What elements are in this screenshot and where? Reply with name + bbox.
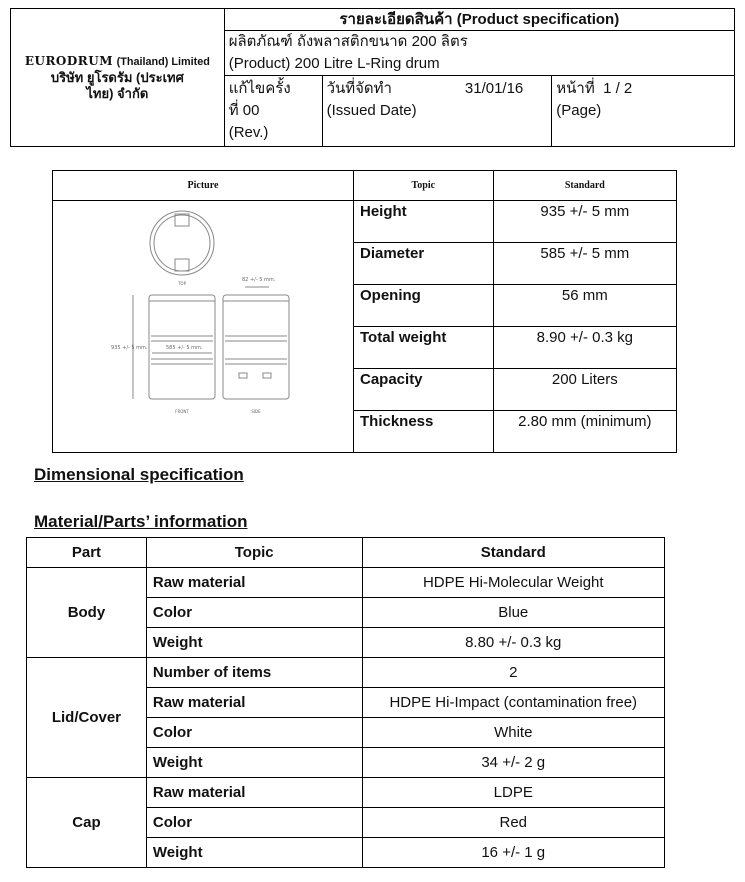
brand-suffix: (Thailand) Limited: [116, 56, 210, 68]
product-thai: ผลิตภัณฑ์ ถังพลาสติกขนาด 200 ลิตร: [228, 33, 468, 50]
mat-header-part: Part: [27, 538, 147, 568]
spec-table: [52, 170, 677, 453]
height-dimension: 935 +/- 5 mm.: [111, 345, 148, 351]
spec-standard: 585 +/- 5 mm: [493, 243, 676, 285]
spec-standard: 935 +/- 5 mm: [493, 201, 676, 243]
mat-standard: 8.80 +/- 0.3 kg: [362, 628, 665, 658]
mat-topic: Color: [146, 718, 362, 748]
mat-standard: Blue: [362, 598, 665, 628]
spec-standard: 8.90 +/- 0.3 kg: [493, 327, 676, 369]
product-name: [224, 31, 734, 76]
drum-top-view: [150, 211, 214, 275]
mat-topic: Number of items: [146, 658, 362, 688]
document-title: รายละเอียดสินค้า (Product specification): [224, 9, 734, 31]
drum-drawing: [53, 201, 353, 439]
material-table: [26, 537, 665, 868]
mat-topic: Color: [146, 598, 362, 628]
company-thai-line-2: ไทย) จำกัด: [86, 86, 149, 101]
mat-topic: Raw material: [146, 568, 362, 598]
spec-header-standard: Standard: [493, 171, 676, 201]
top-label: TOP: [177, 281, 187, 286]
diameter-dimension: 585 +/- 5 mm.: [166, 345, 203, 351]
mat-standard: 16 +/- 1 g: [362, 838, 665, 868]
rev-value: ที่ 00: [228, 102, 260, 119]
company-thai-line-1: บริษัท ยูโรดรัม (ประเทศ: [50, 70, 184, 85]
drum-drawing-cell: [53, 201, 354, 453]
spec-topic: Height: [354, 201, 494, 243]
side-label: SIDE: [251, 409, 261, 414]
mat-standard: HDPE Hi-Molecular Weight: [362, 568, 665, 598]
spec-header-picture: Picture: [53, 171, 354, 201]
issued-date-cell: [322, 76, 552, 147]
part-cell: Lid/Cover: [27, 658, 147, 778]
spec-standard: 200 Liters: [493, 369, 676, 411]
mat-standard: LDPE: [362, 778, 665, 808]
part-cell: Body: [27, 568, 147, 658]
material-info-heading: Material/Parts’ information: [34, 512, 248, 531]
spec-header-topic: Topic: [354, 171, 494, 201]
spec-topic: Total weight: [354, 327, 494, 369]
mat-topic: Raw material: [146, 688, 362, 718]
spec-standard: 56 mm: [493, 285, 676, 327]
mat-header-standard: Standard: [362, 538, 665, 568]
part-cell: Cap: [27, 778, 147, 868]
mat-standard: Red: [362, 808, 665, 838]
mat-standard: 2: [362, 658, 665, 688]
rev-en: (Rev.): [228, 124, 269, 141]
drum-side-view: [223, 287, 289, 399]
rev-label: แก้ไขครั้ง: [228, 80, 291, 97]
spec-topic: Diameter: [354, 243, 494, 285]
product-en: (Product) 200 Litre L-Ring drum: [228, 55, 440, 72]
page-en: (Page): [556, 102, 602, 119]
mat-topic: Color: [146, 808, 362, 838]
page-value: 1 / 2: [603, 80, 633, 97]
mat-header-topic: Topic: [146, 538, 362, 568]
spec-topic: Opening: [354, 285, 494, 327]
date-label: วันที่จัดทำ: [326, 80, 392, 97]
opening-dimension: 82 +/- 5 mm.: [242, 277, 276, 283]
dimensional-spec-heading: Dimensional specification: [34, 465, 244, 484]
page-cell: [552, 76, 735, 147]
mat-topic: Raw material: [146, 778, 362, 808]
mat-topic: Weight: [146, 628, 362, 658]
revision-cell: [224, 76, 322, 147]
company-brand: EURODRUM (Thailand) Limited: [24, 54, 210, 68]
spec-topic: Thickness: [354, 411, 494, 453]
spec-standard: 2.80 mm (minimum): [493, 411, 676, 453]
mat-standard: 34 +/- 2 g: [362, 748, 665, 778]
mat-topic: Weight: [146, 838, 362, 868]
document-header: [10, 8, 735, 147]
mat-standard: HDPE Hi-Impact (contamination free): [362, 688, 665, 718]
mat-standard: White: [362, 718, 665, 748]
page-label: หน้าที่: [556, 80, 595, 97]
company-logo-block: [11, 9, 225, 147]
front-label: FRONT: [175, 409, 189, 414]
spec-topic: Capacity: [354, 369, 494, 411]
date-value: 31/01/16: [464, 80, 524, 97]
mat-topic: Weight: [146, 748, 362, 778]
date-en: (Issued Date): [326, 102, 417, 119]
